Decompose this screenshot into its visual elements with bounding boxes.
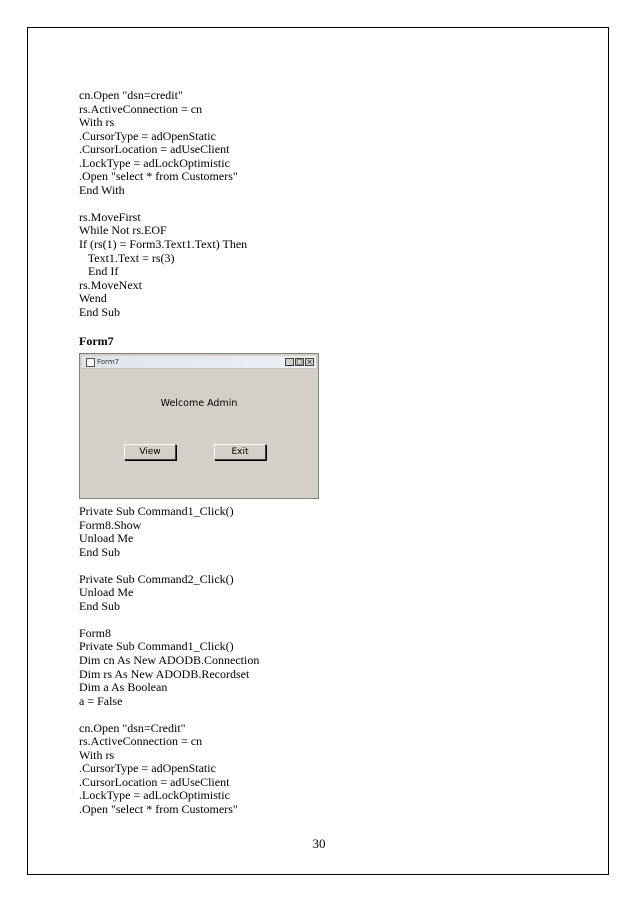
code-line: With rs: [79, 747, 115, 762]
code-line: If (rs(1) = Form3.Text1.Text) Then: [79, 237, 248, 252]
code-line: [79, 197, 247, 211]
code-block-1: [79, 89, 247, 319]
code-line: .CursorLocation = adUseClient: [79, 142, 230, 157]
code-line: .CursorLocation = adUseClient: [79, 774, 230, 789]
close-icon[interactable]: ×: [306, 358, 313, 366]
form-title-bar: [82, 356, 316, 369]
code-line: Private Sub Command1_Click(): [79, 504, 234, 518]
code-line: Dim rs As New ADODB.Recordset: [79, 666, 250, 681]
code-line: rs.ActiveConnection = cn: [79, 101, 203, 116]
exit-button[interactable]: Exit: [214, 444, 266, 460]
page-number: 30: [312, 836, 326, 851]
code-line: a = False: [79, 693, 123, 708]
code-line: rs.MoveFirst: [79, 209, 141, 224]
code-line: .Open "select * from Customers": [79, 802, 238, 817]
code-line: Form8: [79, 625, 112, 640]
maximize-icon[interactable]: □: [296, 358, 303, 366]
window-icon: [86, 358, 95, 367]
code-line: .Open "select * from Customers": [79, 169, 238, 184]
code-line: cn.Open "dsn=credit": [79, 88, 183, 102]
minimize-icon[interactable]: _: [285, 358, 294, 366]
welcome-label: Welcome Admin: [160, 398, 238, 409]
code-line: Wend: [79, 291, 107, 306]
view-button[interactable]: View: [124, 444, 176, 460]
code-line: Dim a As Boolean: [79, 680, 168, 695]
code-line: End Sub: [79, 598, 121, 613]
code-line: Form8.Show: [79, 517, 142, 532]
form7-screenshot: [79, 353, 319, 499]
code-line: End If: [79, 264, 119, 279]
code-line: rs.ActiveConnection = cn: [79, 734, 203, 749]
code-block-2: [79, 505, 259, 817]
form-title: Form7: [97, 358, 120, 366]
code-line: cn.Open "dsn=Credit": [79, 720, 186, 735]
code-line: [79, 708, 259, 722]
code-line: Dim cn As New ADODB.Connection: [79, 653, 260, 668]
code-line: With rs: [79, 115, 115, 130]
code-line: Private Sub Command2_Click(): [79, 571, 234, 586]
code-line: [79, 559, 259, 573]
code-line: Unload Me: [79, 531, 134, 546]
code-line: .CursorType = adOpenStatic: [79, 761, 216, 776]
code-line: Private Sub Command1_Click(): [79, 639, 234, 654]
form7-heading: Form7: [79, 334, 114, 348]
code-line: End Sub: [79, 544, 121, 559]
code-line: Unload Me: [79, 585, 134, 600]
code-line: .LockType = adLockOptimistic: [79, 788, 230, 803]
code-line: End Sub: [79, 304, 121, 319]
code-line: rs.MoveNext: [79, 277, 142, 292]
code-line: .CursorType = adOpenStatic: [79, 128, 216, 143]
code-line: End With: [79, 182, 125, 197]
code-line: While Not rs.EOF: [79, 223, 167, 238]
code-line: Text1.Text = rs(3): [79, 250, 175, 265]
code-line: .LockType = adLockOptimistic: [79, 155, 230, 170]
code-line: [79, 613, 259, 627]
